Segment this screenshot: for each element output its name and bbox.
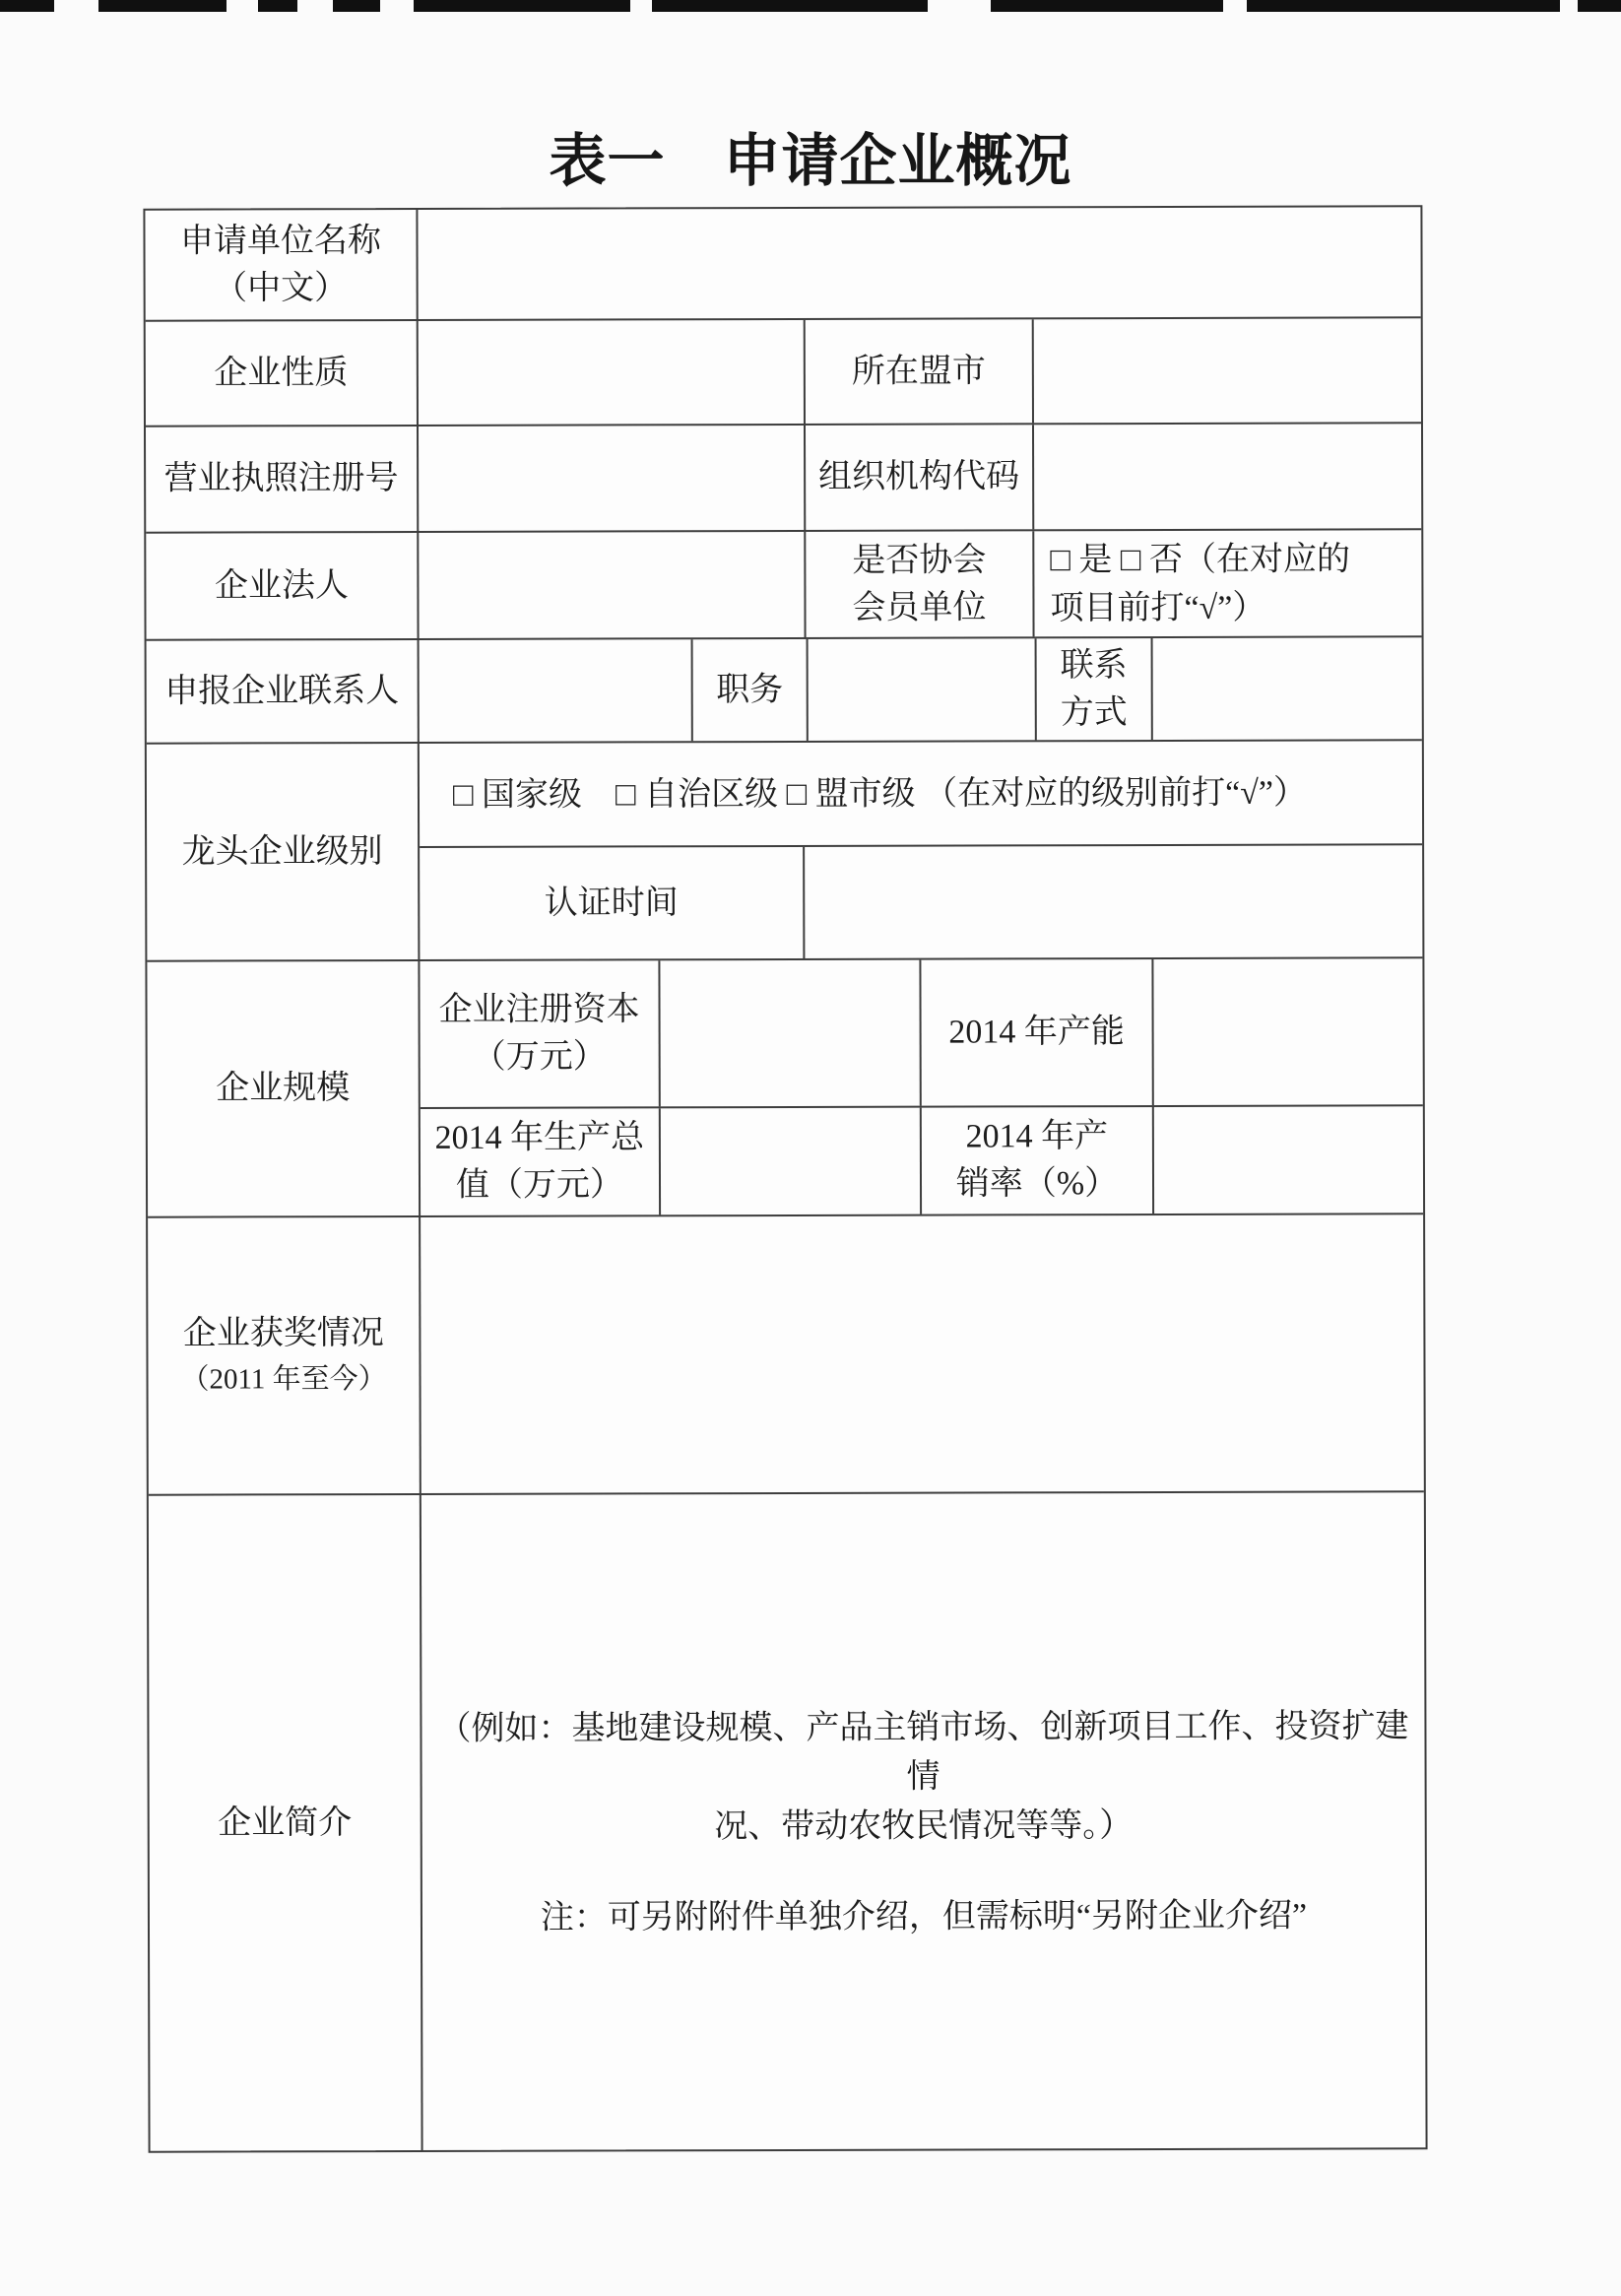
applicant-name-label-cell <box>145 210 418 320</box>
leading-level-checkboxes: □ 国家级 □ 自治区级 □ 盟市级 （在对应的级别前打“√”） <box>452 774 1307 814</box>
business-license-label-cell <box>146 426 419 532</box>
contact-label: 申报企业联系人 <box>164 672 400 710</box>
profile-hint-block <box>421 1702 1424 1853</box>
legal-person-label-cell <box>146 533 419 639</box>
position-label: 职务 <box>716 671 784 708</box>
league-city-value-cell <box>1034 318 1421 423</box>
business-license-value-cell <box>419 426 806 531</box>
scan-artifact-top-bar <box>0 0 1621 12</box>
scale-label-cell <box>147 961 421 1216</box>
league-city-label: 所在盟市 <box>851 352 986 390</box>
row-leading-level <box>147 741 1423 961</box>
row-applicant-name <box>145 207 1420 321</box>
leading-level-label-cell <box>147 744 421 960</box>
reg-capital-label-cell <box>420 960 660 1107</box>
reg-capital-label-line1: 企业注册资本 <box>438 991 640 1028</box>
row-awards <box>148 1214 1424 1495</box>
assoc-member-options-cell <box>1034 530 1421 636</box>
cert-time-value-cell <box>805 845 1422 958</box>
sales-rate-2014-value-cell <box>1154 1106 1423 1214</box>
leading-level-label: 龙头企业级别 <box>181 832 383 871</box>
gross-output-2014-value-cell <box>661 1108 922 1215</box>
page-title: 表一 申请企业概况 <box>549 129 1072 193</box>
gross-output-2014-label-cell <box>421 1108 661 1215</box>
awards-label-line2: （2011 年至今） <box>180 1363 387 1396</box>
scale-right-section <box>420 958 1423 1215</box>
capacity-2014-label-cell <box>921 959 1153 1106</box>
capacity-2014-label: 2014 年产能 <box>948 1014 1125 1051</box>
contact-method-label-cell <box>1037 638 1153 740</box>
sales-rate-2014-label-cell <box>922 1107 1154 1214</box>
profile-note: 注：可另附附件单独介绍，但需标明“另附企业介绍” <box>540 1897 1308 1936</box>
row-enterprise-scale <box>147 958 1423 1217</box>
leading-level-right-section <box>420 741 1423 959</box>
contact-method-value-cell <box>1153 637 1422 740</box>
sales-rate-2014-label-line1: 2014 年产 <box>965 1118 1109 1155</box>
enterprise-nature-label-cell <box>146 321 419 426</box>
enterprise-nature-label: 企业性质 <box>214 354 349 392</box>
applicant-name-label-line1: 申请单位名称 <box>179 222 382 260</box>
contact-method-label-line2: 方式 <box>1060 693 1128 731</box>
contact-method-label-line1: 联系 <box>1060 646 1128 684</box>
row-profile <box>149 1492 1426 2150</box>
position-label-cell <box>693 639 809 741</box>
application-form-table <box>143 205 1427 2152</box>
reg-capital-value-cell <box>660 960 921 1107</box>
cert-time-label-cell <box>420 847 805 959</box>
awards-label-line1: 企业获奖情况 <box>182 1315 384 1352</box>
assoc-member-yes-no-checkboxes: □ 是 □ 否（在对应的 <box>1050 540 1350 578</box>
cert-time-label: 认证时间 <box>544 884 679 922</box>
leading-level-options-cell <box>420 741 1422 846</box>
reg-capital-label-line2: （万元） <box>472 1038 607 1076</box>
row-legal-person <box>146 530 1421 640</box>
league-city-label-cell <box>806 319 1034 424</box>
row-enterprise-nature <box>146 318 1421 426</box>
profile-label: 企业简介 <box>218 1804 353 1842</box>
profile-label-cell <box>149 1495 423 2151</box>
sales-rate-2014-label-line2: 销率（%） <box>955 1165 1119 1203</box>
gross-output-2014-label-line2: 值（万元） <box>455 1166 624 1204</box>
assoc-member-label-line1: 是否协会 <box>852 541 987 579</box>
org-code-value-cell <box>1034 424 1421 529</box>
legal-person-label: 企业法人 <box>214 566 349 605</box>
profile-hint-line1: （例如：基地建设规模、产品主销市场、创新项目工作、投资扩建情 <box>437 1707 1409 1796</box>
gross-output-2014-label-line1: 2014 年生产总 <box>434 1119 645 1156</box>
row-business-license <box>146 424 1421 533</box>
org-code-label-cell <box>806 425 1034 530</box>
contact-value-cell <box>420 639 693 742</box>
contact-label-cell <box>147 640 420 743</box>
business-license-label: 营业执照注册号 <box>163 460 399 497</box>
awards-label-cell <box>148 1217 421 1494</box>
assoc-member-label-cell <box>806 531 1034 637</box>
row-contact-person <box>147 637 1422 744</box>
legal-person-value-cell <box>419 532 806 638</box>
assoc-member-options-instruction: 项目前打“√”） <box>1050 589 1266 626</box>
enterprise-nature-value-cell <box>419 320 806 425</box>
applicant-name-label-line2: （中文） <box>214 269 349 307</box>
awards-value-cell <box>421 1214 1424 1493</box>
applicant-name-value-cell <box>418 207 1420 319</box>
assoc-member-label-line2: 会员单位 <box>852 588 987 626</box>
org-code-label: 组织机构代码 <box>818 458 1020 495</box>
scale-label: 企业规模 <box>216 1070 351 1107</box>
profile-hint-line2: 况、带动农牧民情况等等。） <box>714 1806 1134 1845</box>
profile-content-cell <box>421 1492 1426 2150</box>
position-value-cell <box>809 638 1037 741</box>
capacity-2014-value-cell <box>1153 958 1422 1105</box>
